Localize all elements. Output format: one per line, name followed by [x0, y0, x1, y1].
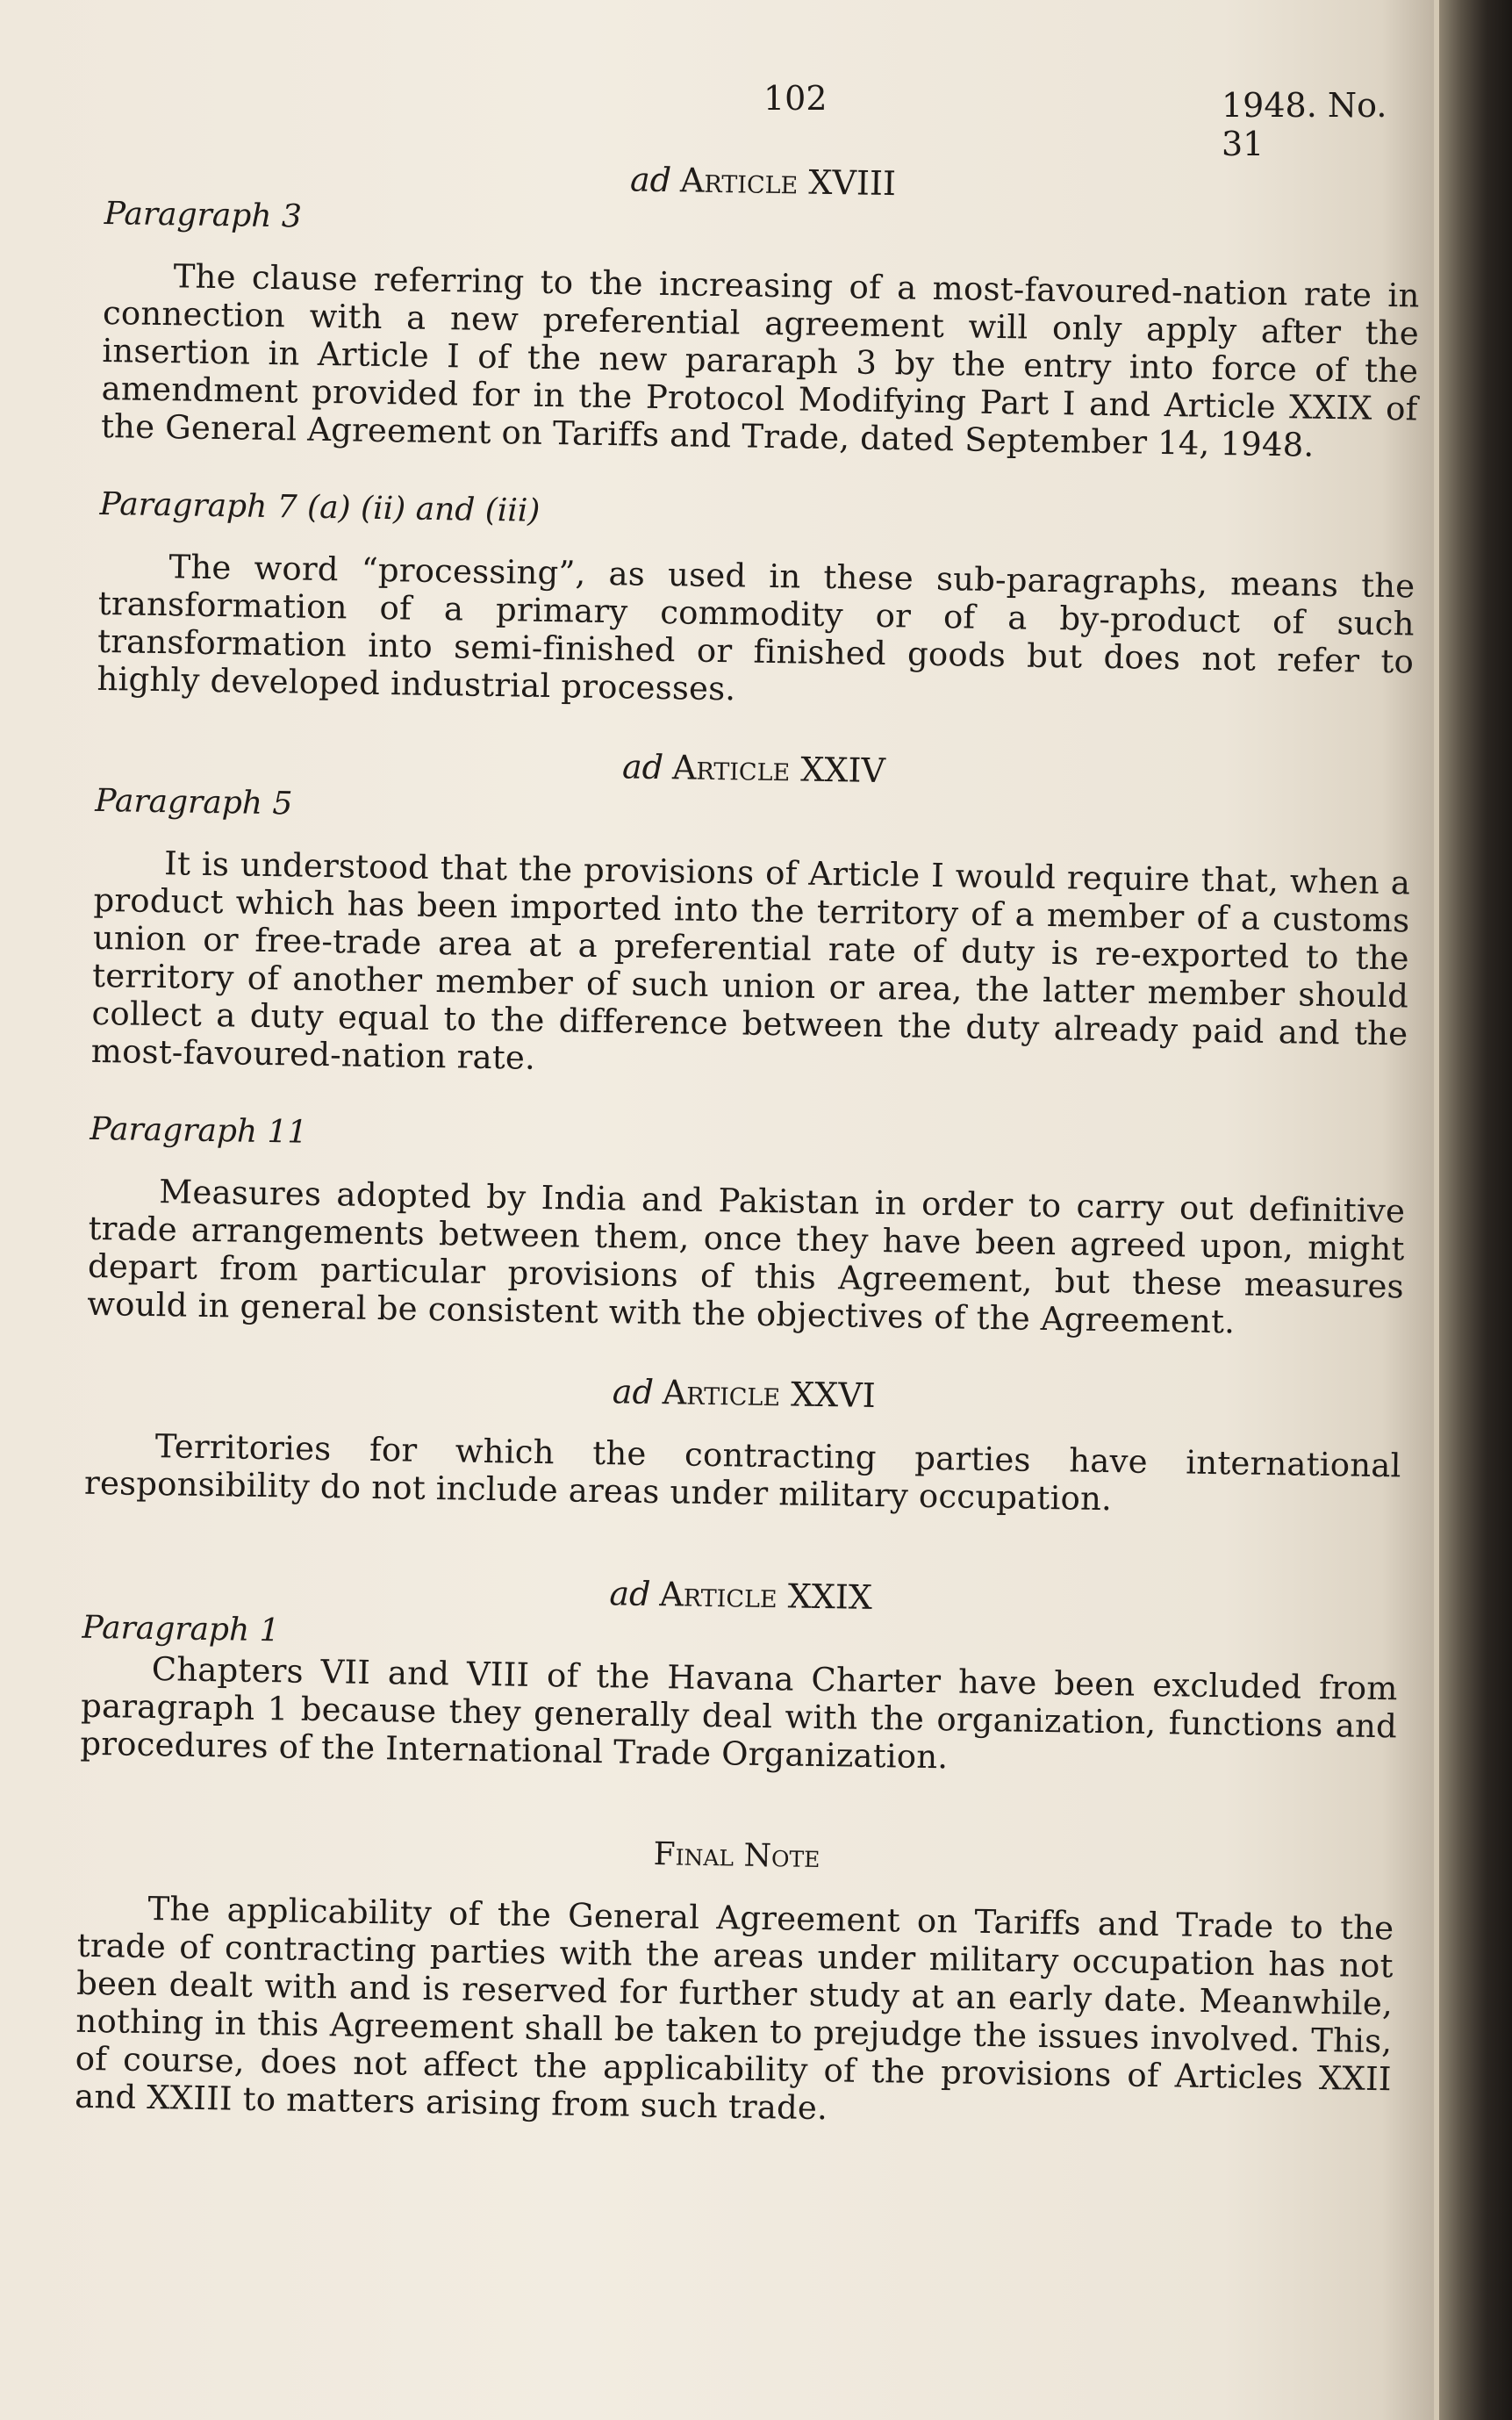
paragraph-heading: Paragraph 5 — [95, 782, 293, 822]
book-spine — [1439, 0, 1512, 2420]
paragraph-heading: Paragraph 11 — [90, 1110, 308, 1151]
heading-prefix: ad — [629, 160, 672, 200]
final-note-heading: Final Note — [653, 1836, 820, 1876]
page-content — [75, 149, 1422, 2136]
paragraph-heading: Paragraph 7 (a) (ii) and (iii) — [99, 485, 541, 529]
heading-prefix: ad — [612, 1372, 655, 1411]
heading-prefix: ad — [609, 1574, 651, 1613]
paragraph-text: The word “processing”, as used in these sub-paragraphs, means the transformation of a primary commodity or of a by-product of such transformation into semi-finished or finished goods but does not refer to highly developed industrial processes. — [97, 548, 1415, 708]
header-year-number: 1948. No. 31 — [1222, 86, 1387, 163]
heading-title: Article XVIII — [679, 161, 897, 204]
paragraph-heading: Paragraph 3 — [104, 195, 303, 235]
paragraph-heading: Paragraph 1 — [82, 1609, 280, 1649]
paragraph-text: Territories for which the contracting parties have international responsibility do not include areas under military occupation. — [83, 1427, 1401, 1519]
heading-title: Article XXIV — [671, 748, 886, 791]
heading-prefix: ad — [621, 747, 664, 787]
page-header — [0, 70, 1439, 163]
paragraph-text: Chapters VII and VIII of the Havana Charter have been excluded from paragraph 1 because they generally deal with the organization, functions and procedures of the International Trade Organization. — [80, 1650, 1398, 1777]
page-number: 102 — [763, 79, 828, 118]
heading-title: Article XXIX — [659, 1575, 873, 1617]
paragraph-text: It is understood that the provisions of Article I would require that, when a product which has been imported into the territory of a member of a customs union or free-trade area at a preferential rate of duty is re-exported to the territory of another member of such union or area, the latter member should collect a duty equal to the difference between the duty already paid and the most-favoured-nation rate. — [90, 844, 1411, 1077]
final-note-text: The applicability of the General Agreement on Tariffs and Trade to the trade of contracting parties with the areas under military occupation has not been dealt with and is reserved for further study at an early date. Meanwhile, nothing in this Agreement shall be taken to prejudge the issues involved. This, of course, does not affect the applicability of the provisions of Articles XXII and XXIII to matters arising from such trade. — [74, 1890, 1394, 2128]
paragraph-text: The clause referring to the increasing of a most-favoured-nation rate in connection with a new preferential agreement will only apply after the insertion in Article I of the new pararaph 3 by the entry into force of the amendment provided for in the Protocol Modifying Part I and Article XXIX of the General Agreement on Tariffs and Trade, dated September 14, 1948. — [100, 257, 1420, 464]
heading-title: Article XXVI — [662, 1373, 877, 1415]
paragraph-text: Measures adopted by India and Pakistan in order to carry out definitive trade arrangements between them, once they have been agreed upon, might depart from particular provisions of this Agreement, but these measures would in general be consistent with the objectives of the Agreement. — [86, 1173, 1406, 1341]
